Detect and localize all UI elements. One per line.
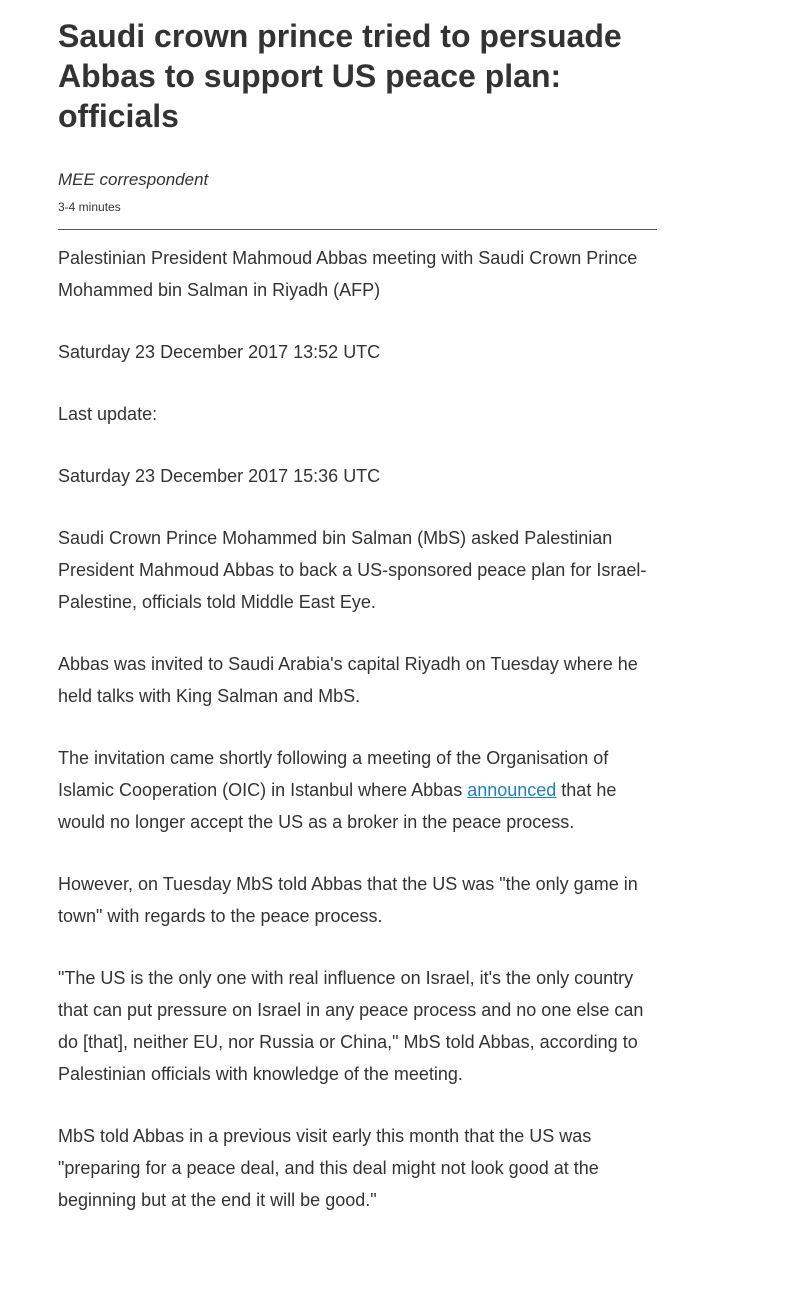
last-update-date: Saturday 23 December 2017 15:36 UTC xyxy=(58,466,381,486)
paragraph-3 xyxy=(58,742,658,838)
paragraph-6: MbS told Abbas in a previous visit early this month that the US was "preparing for a peace deal, and this deal might not look good at the beginning but at the end it will be good." xyxy=(58,1126,599,1210)
image-caption: Palestinian President Mahmoud Abbas meeting with Saudi Crown Prince Mohammed bin Salman in Riyadh (AFP) xyxy=(58,248,638,300)
paragraph-4: However, on Tuesday MbS told Abbas that the US was "the only game in town" with regards to the peace process. xyxy=(58,874,638,926)
paragraph-5: "The US is the only one with real influence on Israel, it's the only country that can put pressure on Israel in any peace process and no one else can do [that], neither EU, nor Russia or China," MbS told Abbas, according to Palestinian officials with knowledge of the meeting. xyxy=(58,968,644,1084)
article xyxy=(58,0,658,1246)
article-title: Saudi crown prince tried to persuade Abbas to support US peace plan: officials xyxy=(58,18,622,134)
announced-link[interactable]: announced xyxy=(467,780,557,800)
read-time: 3-4 minutes xyxy=(58,200,121,214)
paragraph-2: Abbas was invited to Saudi Arabia's capital Riyadh on Tuesday where he held talks with King Salman and MbS. xyxy=(58,654,638,706)
published-date: Saturday 23 December 2017 13:52 UTC xyxy=(58,342,381,362)
byline: MEE correspondent xyxy=(58,170,209,189)
paragraph-1: Saudi Crown Prince Mohammed bin Salman (MbS) asked Palestinian President Mahmoud Abbas to back a US-sponsored peace plan for Israel-Palestine, officials told Middle East Eye. xyxy=(58,528,647,612)
last-update-label: Last update: xyxy=(58,404,158,424)
article-body xyxy=(58,242,658,1216)
header-divider xyxy=(58,229,657,230)
paragraph-3-text-after: that he would no longer accept the US as a broker in the peace process. xyxy=(58,780,617,832)
paragraph-3-text-before: The invitation came shortly following a meeting of the Organisation of Islamic Cooperation (OIC) in Istanbul where Abbas xyxy=(58,748,609,800)
